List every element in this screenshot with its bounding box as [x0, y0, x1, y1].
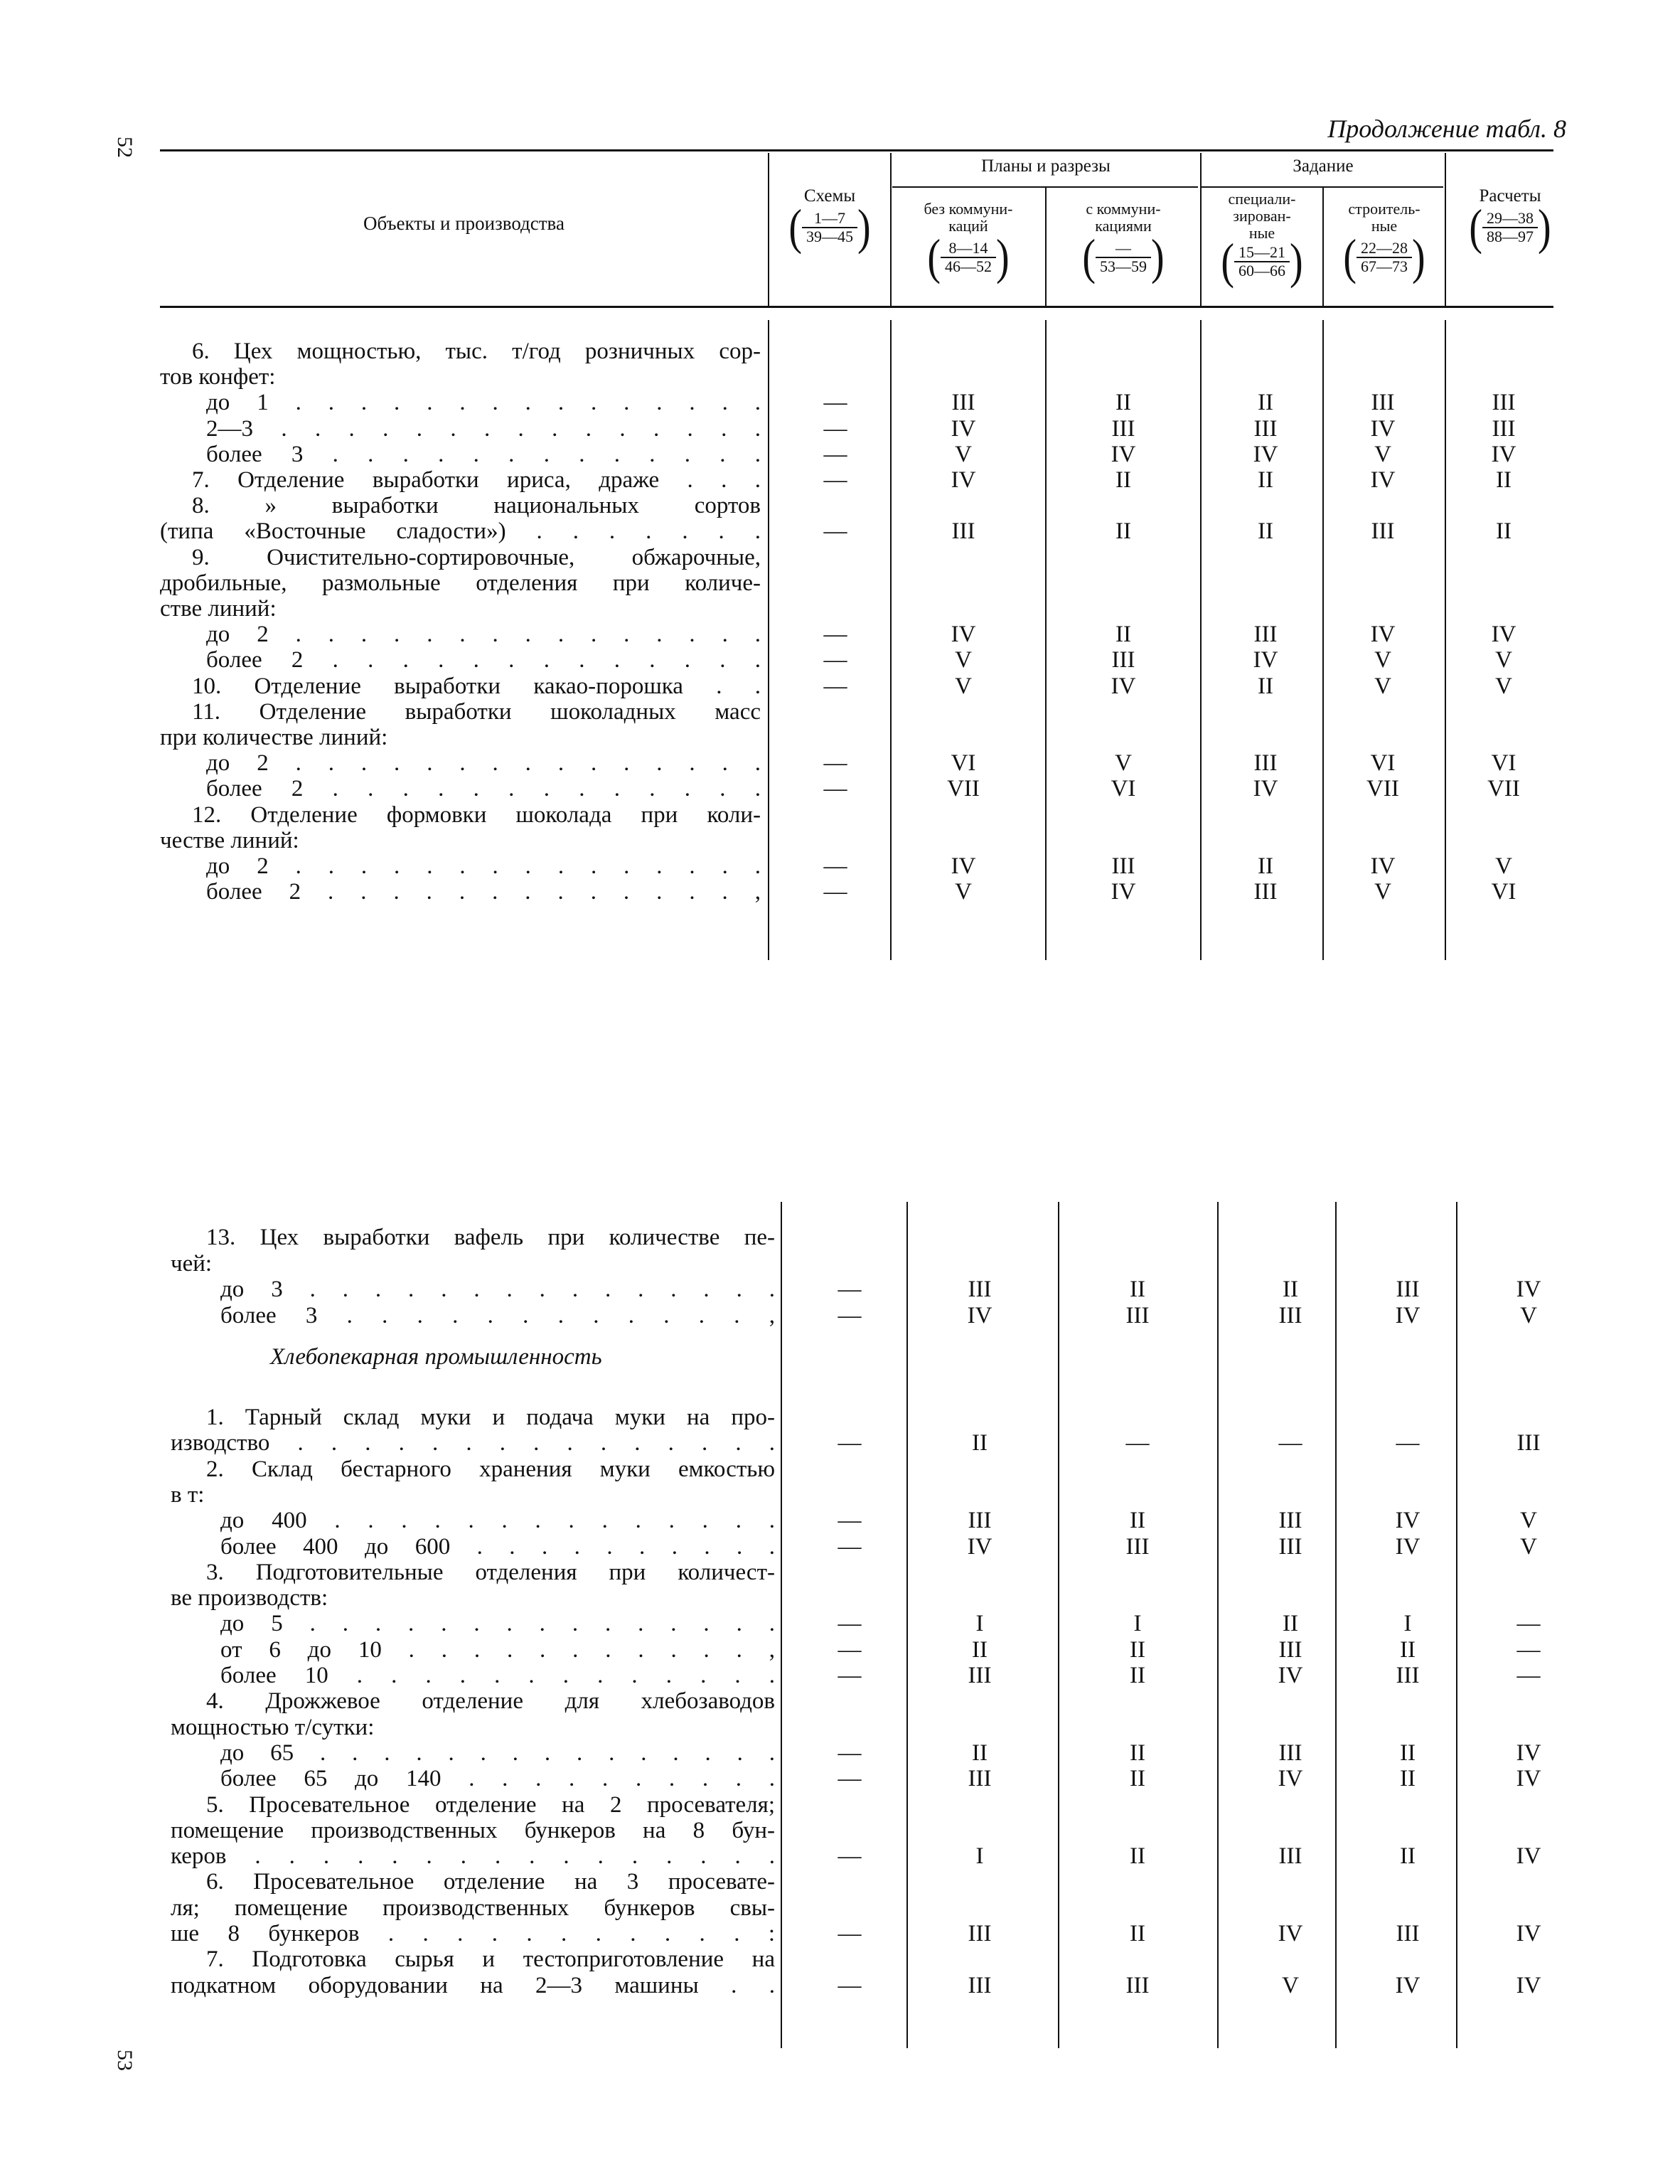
table-row — [0, 725, 1680, 750]
header-plans-with-line1: с коммуни- — [1086, 200, 1161, 218]
table-cell: IV — [1278, 1766, 1303, 1792]
table-cell: IV — [1111, 441, 1136, 467]
table-cell: IV — [1370, 467, 1396, 493]
table-cell: III — [1278, 1533, 1302, 1560]
table-cell: IV — [1278, 1921, 1303, 1946]
table-cell: II — [1130, 1921, 1145, 1946]
row-label: изводство . . . . . . . . . . . . . . . — [171, 1430, 775, 1456]
table-cell: — — [823, 853, 847, 879]
table-row — [0, 879, 1680, 905]
table-row — [0, 1611, 1680, 1636]
table-cell: III — [1253, 879, 1278, 905]
row-label: 9. Очистительно-сортировочные, обжарочные, — [192, 544, 761, 570]
header-task-special-line1: специали- — [1228, 190, 1296, 208]
table-cell: III — [968, 1663, 992, 1688]
table-cell: — — [823, 776, 847, 802]
table-cell: IV — [1516, 1972, 1541, 1998]
header-calcs-fraction — [1469, 208, 1551, 247]
row-label: 1. Тарный склад муки и подача муки на про- — [206, 1405, 775, 1430]
table-cell: IV — [1253, 441, 1278, 467]
table-cell: V — [1374, 673, 1391, 699]
table-row — [0, 1430, 1680, 1456]
row-label: 7. Подготовка сырья и тестоприготовление на — [206, 1946, 775, 1973]
table-cell: III — [951, 390, 975, 416]
table-row — [0, 1405, 1680, 1430]
fraction-denominator: 60—66 — [1238, 262, 1285, 279]
table-cell: — — [823, 673, 847, 699]
table-cell: III — [1111, 853, 1135, 879]
table-cell: IV — [1516, 1740, 1541, 1766]
table-row — [0, 467, 1680, 493]
row-label: дробильные, размольные отделения при количе- — [160, 570, 761, 596]
table-row — [0, 853, 1680, 879]
table-continuation-title: Продолжение табл. 8 — [1327, 114, 1566, 143]
header-task-building — [1324, 201, 1445, 277]
fraction-denominator: 53—59 — [1100, 257, 1147, 275]
table-row — [0, 1663, 1680, 1688]
row-label: более 400 до 600 . . . . . . . . . . — [220, 1533, 775, 1560]
table-cell: III — [1253, 622, 1278, 648]
header-plans-without-line1: без коммуни- — [924, 200, 1013, 218]
row-label: ше 8 бункеров . . . . . . . . . . . : — [171, 1921, 775, 1946]
table-cell: II — [1130, 1663, 1145, 1688]
table-cell: — — [1516, 1663, 1541, 1688]
header-plans-group: Планы и разрезы — [981, 156, 1111, 176]
fraction-denominator: 88—97 — [1487, 228, 1534, 245]
table-cell: IV — [1253, 647, 1278, 673]
table-row — [0, 1456, 1680, 1482]
row-label: 8. » выработки национальных сортов — [192, 493, 761, 519]
table-cell: — — [838, 1508, 862, 1534]
table-cell: V — [1520, 1302, 1537, 1328]
table-cell: IV — [1111, 879, 1136, 905]
row-label: более 65 до 140 . . . . . . . . . . — [220, 1766, 775, 1792]
row-label: до 2 . . . . . . . . . . . . . . . — [206, 622, 761, 648]
table-cell: II — [1130, 1636, 1145, 1663]
row-label: 10. Отделение выработки какао-порошка . . — [192, 673, 761, 699]
header-calcs-title: Расчеты — [1479, 186, 1541, 206]
header-top-rule — [160, 149, 1553, 151]
row-label: более 3 . . . . . . . . . . . . . — [206, 441, 761, 467]
table-cell: II — [1258, 467, 1273, 493]
table-row — [0, 828, 1680, 853]
table-cell: V — [1374, 647, 1391, 673]
table-row — [0, 570, 1680, 596]
table-row — [0, 1277, 1680, 1302]
table-cell: III — [1278, 1302, 1302, 1328]
table-row — [0, 416, 1680, 442]
table-cell: VII — [947, 776, 980, 802]
row-label: керов . . . . . . . . . . . . . . . . — [171, 1843, 775, 1870]
table-cell: — — [838, 1277, 862, 1302]
table-cell: — — [823, 750, 847, 777]
table-cell: IV — [1516, 1766, 1541, 1792]
table-cell: — — [823, 467, 847, 493]
table-cell: III — [1396, 1921, 1420, 1946]
row-label: 7. Отделение выработки ириса, драже . . . — [192, 467, 761, 493]
table-cell: — — [838, 1972, 862, 1998]
row-label: 11. Отделение выработки шоколадных масс — [192, 698, 761, 725]
row-label: тов конфет: — [160, 364, 276, 390]
table-cell: VII — [1487, 776, 1520, 802]
table-cell: II — [1496, 518, 1512, 545]
table-cell: I — [975, 1611, 984, 1637]
table-cell: I — [1403, 1611, 1412, 1637]
table-cell: III — [968, 1921, 992, 1946]
table-cell: — — [823, 390, 847, 416]
table-cell: II — [1130, 1766, 1145, 1792]
table-cell: — — [823, 622, 847, 648]
table-cell: III — [968, 1508, 992, 1534]
table-cell: III — [1111, 415, 1135, 442]
row-label: 6. Цех мощностью, тыс. т/год розничных сор- — [192, 339, 761, 364]
table-cell: V — [1282, 1972, 1299, 1998]
table-cell: II — [1400, 1766, 1416, 1792]
table-cell: IV — [1370, 622, 1396, 648]
fraction-denominator: 46—52 — [945, 257, 992, 275]
row-label: до 1 . . . . . . . . . . . . . . . — [206, 390, 761, 416]
table-cell: III — [1396, 1277, 1420, 1302]
table-row — [0, 1895, 1680, 1921]
row-label: 5. Просевательное отделение на 2 просевателя; — [206, 1791, 775, 1818]
table-cell: VI — [1491, 750, 1516, 777]
table-row — [0, 390, 1680, 415]
table-row — [0, 1560, 1680, 1585]
header-calcs — [1446, 186, 1574, 247]
table-cell: — — [838, 1611, 862, 1637]
header-plans-with — [1047, 201, 1200, 277]
table-cell: VI — [1370, 750, 1396, 777]
row-label: 4. Дрожжевое отделение для хлебозаводов — [206, 1688, 775, 1715]
table-row — [0, 339, 1680, 364]
table-cell: IV — [1278, 1663, 1303, 1688]
table-cell: — — [838, 1921, 862, 1946]
fraction-denominator: 39—45 — [806, 228, 853, 245]
table-row — [0, 1921, 1680, 1946]
table-cell: IV — [1111, 673, 1136, 699]
table-row — [0, 750, 1680, 776]
table-cell: II — [1115, 467, 1131, 493]
table-cell: I — [975, 1843, 984, 1870]
table-cell: II — [1496, 467, 1512, 493]
table-cell: VI — [1491, 879, 1516, 905]
header-schemes-fraction — [788, 208, 870, 247]
table-cell: IV — [1395, 1302, 1420, 1328]
row-label: от 6 до 10 . . . . . . . . . . . , — [220, 1636, 775, 1663]
row-label: более 2 . . . . . . . . . . . . . , — [206, 879, 761, 905]
fraction-numerator: ( 15—21 — [1234, 244, 1290, 262]
fraction-numerator: ( 1—7 — [802, 210, 857, 228]
table-cell: II — [1115, 622, 1131, 648]
header-task-building-line1: строитель- — [1348, 200, 1420, 218]
table-cell: — — [823, 415, 847, 442]
table-row — [0, 1585, 1680, 1611]
table-cell: VI — [1111, 776, 1136, 802]
table-cell: III — [1278, 1508, 1302, 1534]
table-cell: — — [838, 1843, 862, 1870]
table-cell: VII — [1366, 776, 1399, 802]
table-cell: I — [1133, 1611, 1142, 1637]
table-row — [0, 1534, 1680, 1560]
table-cell: — — [1125, 1430, 1150, 1456]
row-label: 13. Цех выработки вафель при количестве пе- — [206, 1225, 775, 1250]
table-cell: III — [1492, 390, 1516, 416]
section-title-bakery: Хлебопекарная промышленность — [270, 1344, 602, 1370]
table-row — [0, 673, 1680, 699]
table-cell: III — [1125, 1533, 1150, 1560]
row-label: ве производств: — [171, 1585, 328, 1612]
table-cell: II — [1258, 518, 1273, 545]
table-row — [0, 1843, 1680, 1869]
table-cell: IV — [1491, 622, 1516, 648]
fraction-numerator: ( 29—38 — [1482, 210, 1538, 228]
header-plans-without — [892, 201, 1045, 277]
table-cell: — — [823, 647, 847, 673]
header-bottom-rule — [160, 306, 1553, 308]
table-cell: V — [955, 441, 972, 467]
table-cell: IV — [951, 415, 976, 442]
table-cell: III — [1516, 1430, 1541, 1456]
table-cell: V — [1495, 853, 1512, 879]
table-cell: — — [1516, 1636, 1541, 1663]
row-label: 2—3 . . . . . . . . . . . . . . . — [206, 415, 761, 442]
table-cell: V — [1115, 750, 1132, 777]
header-plans-without-line2: каций — [948, 217, 988, 235]
table-cell: III — [1253, 750, 1278, 777]
row-label: стве линий: — [160, 596, 277, 622]
table-row — [0, 647, 1680, 673]
table-row — [0, 518, 1680, 544]
header-task-special-line2: зирован- — [1233, 207, 1291, 225]
page-number-bottom: 53 — [113, 2050, 137, 2071]
table-cell: II — [1283, 1277, 1298, 1302]
table-cell: II — [1400, 1740, 1416, 1766]
table-cell: — — [823, 879, 847, 905]
row-label: помещение производственных бункеров на 8 бун- — [171, 1817, 775, 1843]
table-cell: II — [1115, 518, 1131, 545]
table-row — [0, 1303, 1680, 1328]
table-cell: III — [1371, 390, 1395, 416]
header-objects-label: Объекты и производства — [363, 213, 565, 234]
table-cell: III — [1278, 1843, 1302, 1870]
fraction-denominator: 67—73 — [1361, 257, 1408, 275]
table-cell: — — [823, 441, 847, 467]
table-row — [0, 1225, 1680, 1250]
table-row — [0, 1715, 1680, 1740]
table-row — [0, 1740, 1680, 1766]
table-cell: — — [838, 1533, 862, 1560]
row-label: до 3 . . . . . . . . . . . . . . . — [220, 1277, 775, 1302]
table-cell: — — [1278, 1430, 1302, 1456]
table-cell: III — [1492, 415, 1516, 442]
table-cell: III — [1278, 1636, 1302, 1663]
table-cell: IV — [1253, 776, 1278, 802]
table-cell: III — [1253, 415, 1278, 442]
table-cell: III — [968, 1766, 992, 1792]
table-cell: IV — [1516, 1921, 1541, 1946]
table-cell: — — [838, 1740, 862, 1766]
table-cell: V — [1520, 1508, 1537, 1534]
table-cell: III — [1125, 1302, 1150, 1328]
table-row — [0, 1688, 1680, 1714]
table-cell: II — [972, 1430, 988, 1456]
table-row — [0, 1508, 1680, 1533]
table-row — [0, 545, 1680, 570]
row-label: ля; помещение производственных бункеров свы- — [171, 1895, 775, 1921]
fraction-numerator: ( 8—14 — [941, 240, 996, 258]
table-cell: II — [972, 1636, 988, 1663]
table-cell: V — [1374, 879, 1391, 905]
row-label: более 10 . . . . . . . . . . . . . — [220, 1663, 775, 1688]
header-objects — [160, 213, 768, 233]
row-label: более 3 . . . . . . . . . . . . , — [220, 1302, 775, 1328]
row-label: чей: — [171, 1250, 213, 1277]
table-cell: V — [1520, 1533, 1537, 1560]
header-task-special — [1202, 191, 1322, 282]
table-cell: V — [955, 673, 972, 699]
row-label: мощностью т/сутки: — [171, 1714, 375, 1740]
table-cell: II — [1258, 853, 1273, 879]
table-cell: III — [951, 518, 975, 545]
table-row — [0, 1869, 1680, 1895]
row-label: (типа «Восточные сладости») . . . . . . . — [160, 518, 761, 545]
table-cell: V — [1374, 441, 1391, 467]
table-cell: II — [1400, 1843, 1416, 1870]
table-cell: IV — [951, 467, 976, 493]
table-cell: V — [955, 879, 972, 905]
fraction-numerator: ( 22—28 — [1357, 240, 1412, 258]
row-label: 3. Подготовительные отделения при количест- — [206, 1559, 775, 1585]
header-task-building-fraction — [1343, 238, 1425, 277]
table-cell: — — [823, 518, 847, 545]
table-row — [0, 1482, 1680, 1508]
header-schemes — [769, 186, 890, 247]
row-label: до 2 . . . . . . . . . . . . . . . — [206, 750, 761, 777]
header-task-building-line2: ные — [1371, 217, 1398, 235]
table-cell: V — [955, 647, 972, 673]
row-label: при количестве линий: — [160, 725, 388, 750]
table-row — [0, 493, 1680, 518]
table-cell: II — [1130, 1843, 1145, 1870]
table-row — [0, 1946, 1680, 1972]
table-row — [0, 1973, 1680, 1998]
table-row — [0, 442, 1680, 467]
table-cell: VI — [951, 750, 976, 777]
table-row — [0, 1818, 1680, 1843]
table-cell: IV — [1516, 1843, 1541, 1870]
row-label: до 5 . . . . . . . . . . . . . . . — [220, 1611, 775, 1637]
table-row — [0, 1637, 1680, 1663]
table-row — [0, 622, 1680, 647]
table-cell: — — [838, 1302, 862, 1328]
table-row — [0, 1792, 1680, 1818]
table-cell: — — [1516, 1611, 1541, 1637]
row-label: подкатном оборудовании на 2—3 машины . . — [171, 1972, 775, 1998]
table-row — [0, 596, 1680, 622]
table-cell: II — [1258, 673, 1273, 699]
table-cell: V — [1495, 673, 1512, 699]
table-cell: II — [1400, 1636, 1416, 1663]
table-cell: IV — [967, 1533, 993, 1560]
header-plans-with-line2: кациями — [1095, 217, 1152, 235]
table-cell: IV — [1370, 853, 1396, 879]
row-label: 2. Склад бестарного хранения муки емкостью — [206, 1456, 775, 1482]
table-row — [0, 699, 1680, 725]
table-cell: II — [1130, 1508, 1145, 1534]
row-label: более 2 . . . . . . . . . . . . . — [206, 776, 761, 802]
page-number-top: 52 — [113, 137, 137, 158]
row-label: 12. Отделение формовки шоколада при коли- — [192, 801, 761, 828]
table-cell: III — [968, 1972, 992, 1998]
header-schemes-title: Схемы — [803, 186, 856, 206]
table-row — [0, 1766, 1680, 1791]
table-cell: IV — [1395, 1972, 1420, 1998]
header-task-group: Задание — [1293, 156, 1354, 176]
row-label: честве линий: — [160, 827, 299, 853]
table-cell: IV — [1395, 1533, 1420, 1560]
table-cell: II — [1115, 390, 1131, 416]
table-cell: III — [1111, 647, 1135, 673]
table-cell: — — [838, 1430, 862, 1456]
table-row — [0, 364, 1680, 390]
table-cell: II — [972, 1740, 988, 1766]
table-cell: IV — [951, 622, 976, 648]
table-cell: III — [1125, 1972, 1150, 1998]
row-label: до 65 . . . . . . . . . . . . . . . — [220, 1740, 775, 1766]
table-cell: IV — [951, 853, 976, 879]
table-cell: III — [1396, 1663, 1420, 1688]
row-label: в т: — [171, 1481, 205, 1508]
table-cell: III — [968, 1277, 992, 1302]
table-cell: II — [1130, 1277, 1145, 1302]
table-cell: II — [1258, 390, 1273, 416]
table-cell: — — [838, 1766, 862, 1792]
table-row — [0, 776, 1680, 801]
header-task-special-line3: ные — [1248, 224, 1275, 242]
table-cell: II — [1130, 1740, 1145, 1766]
table-cell: III — [1278, 1740, 1302, 1766]
table-row — [0, 1251, 1680, 1277]
table-row — [0, 802, 1680, 828]
table-cell: IV — [1370, 415, 1396, 442]
table-cell: V — [1495, 647, 1512, 673]
row-label: до 2 . . . . . . . . . . . . . . . — [206, 853, 761, 879]
table-cell: IV — [1516, 1277, 1541, 1302]
row-label: 6. Просевательное отделение на 3 просевате- — [206, 1869, 775, 1895]
row-label: до 400 . . . . . . . . . . . . . . — [220, 1508, 775, 1534]
table-cell: IV — [967, 1302, 993, 1328]
header-plans-with-fraction — [1082, 238, 1164, 277]
table-cell: — — [838, 1663, 862, 1688]
fraction-numerator: ( — — [1096, 240, 1151, 258]
table-cell: — — [1396, 1430, 1420, 1456]
header-task-special-fraction — [1221, 242, 1302, 282]
row-label: более 2 . . . . . . . . . . . . . — [206, 647, 761, 673]
table-cell: II — [1283, 1611, 1298, 1637]
table-cell: IV — [1395, 1508, 1420, 1534]
table-cell: — — [838, 1636, 862, 1663]
table-cell: III — [1371, 518, 1395, 545]
header-plans-without-fraction — [927, 238, 1009, 277]
table-cell: IV — [1491, 441, 1516, 467]
